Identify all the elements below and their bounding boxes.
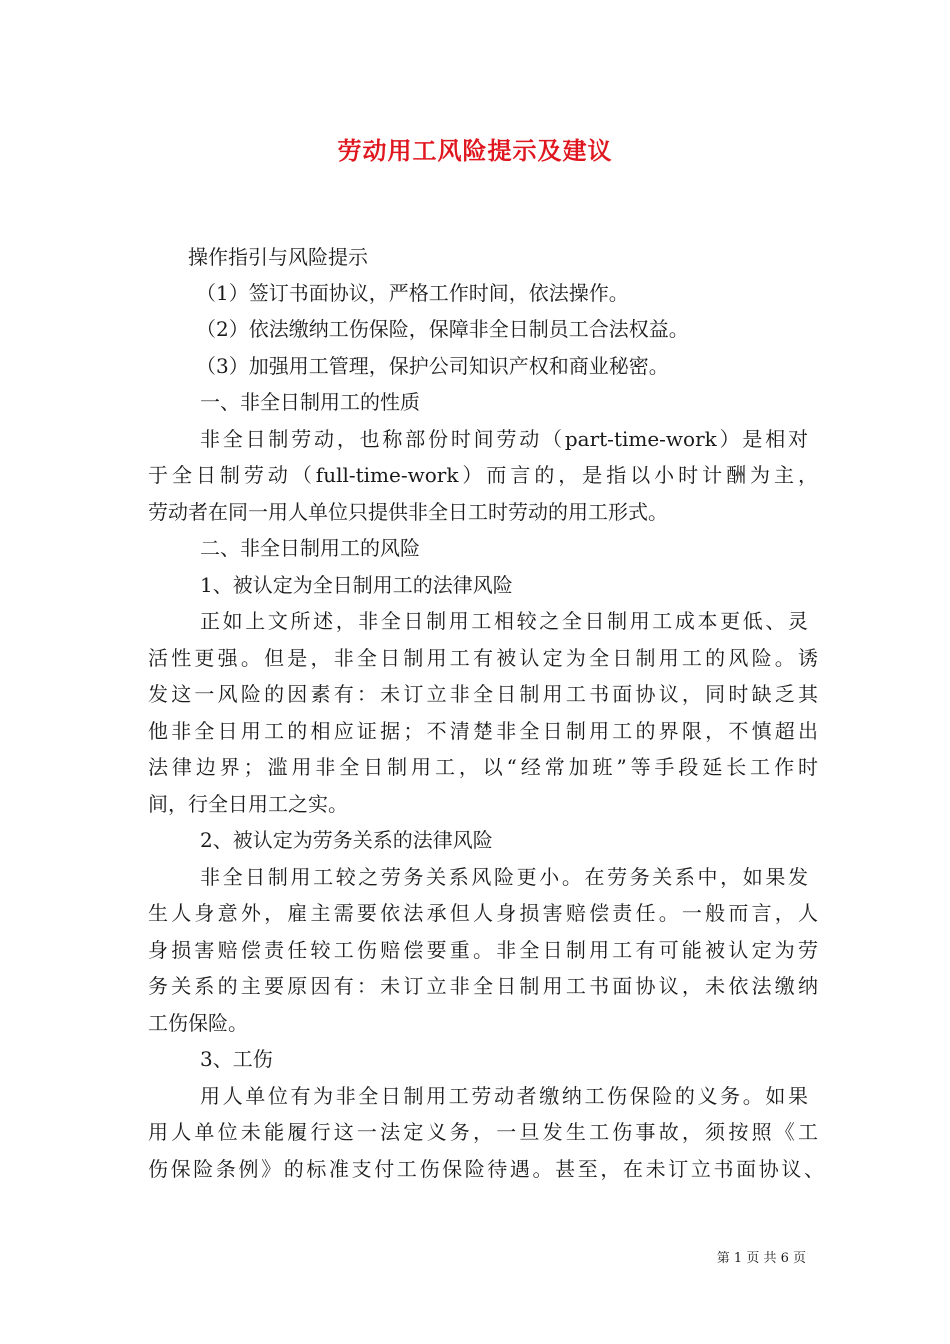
paragraph-line: 非全日制劳动，也称部份时间劳动（part-time-work）是相对 [200, 427, 808, 451]
paragraph-line: 发这一风险的因素有：未订立非全日制用工书面协议，同时缺乏其 [148, 682, 818, 706]
list-item: （2）依法缴纳工伤保险，保障非全日制员工合法权益。 [196, 317, 689, 341]
page-number-footer: 第 1 页 共 6 页 [716, 1251, 806, 1266]
paragraph-line: 法律边界；滥用非全日制用工，以“经常加班”等手段延长工作时 [148, 755, 818, 779]
paragraph-line: 工伤保险。 [148, 1011, 248, 1035]
section-heading: 一、非全日制用工的性质 [200, 390, 420, 414]
paragraph-line: 非全日制用工较之劳务关系风险更小。在劳务关系中，如果发 [200, 865, 808, 889]
paragraph-line: 于全日制劳动（full-time-work）而言的，是指以小时计酬为主， [148, 463, 818, 487]
subsection-heading: 2、被认定为劳务关系的法律风险 [200, 828, 493, 852]
section-heading: 操作指引与风险提示 [188, 245, 368, 269]
paragraph-line: 用人单位有为非全日制用工劳动者缴纳工伤保险的义务。如果 [200, 1084, 808, 1108]
list-item: （3）加强用工管理，保护公司知识产权和商业秘密。 [196, 354, 669, 378]
paragraph-line: 间，行全日用工之实。 [148, 792, 348, 816]
paragraph-line: 生人身意外，雇主需要依法承但人身损害赔偿责任。一般而言，人 [148, 901, 818, 925]
subsection-heading: 3、工伤 [200, 1047, 273, 1071]
paragraph-line: 身损害赔偿责任较工伤赔偿要重。非全日制用工有可能被认定为劳 [148, 938, 818, 962]
paragraph-line: 他非全日用工的相应证据；不清楚非全日制用工的界限，不慎超出 [148, 719, 818, 743]
paragraph-line: 务关系的主要原因有：未订立非全日制用工书面协议，未依法缴纳 [148, 974, 818, 998]
list-item: （1）签订书面协议，严格工作时间，依法操作。 [196, 281, 629, 305]
paragraph-line: 用人单位未能履行这一法定义务，一旦发生工伤事故，须按照《工 [148, 1120, 818, 1144]
paragraph-line: 伤保险条例》的标准支付工伤保险待遇。甚至，在未订立书面协议、 [148, 1157, 824, 1181]
paragraph-line: 正如上文所述，非全日制用工相较之全日制用工成本更低、灵 [200, 609, 808, 633]
paragraph-line: 活性更强。但是，非全日制用工有被认定为全日制用工的风险。诱 [148, 646, 818, 670]
subsection-heading: 1、被认定为全日制用工的法律风险 [200, 573, 513, 597]
section-heading: 二、非全日制用工的风险 [200, 536, 420, 560]
paragraph-line: 劳动者在同一用人单位只提供非全日工时劳动的用工形式。 [148, 500, 668, 524]
document-title: 劳动用工风险提示及建议 [337, 136, 613, 165]
